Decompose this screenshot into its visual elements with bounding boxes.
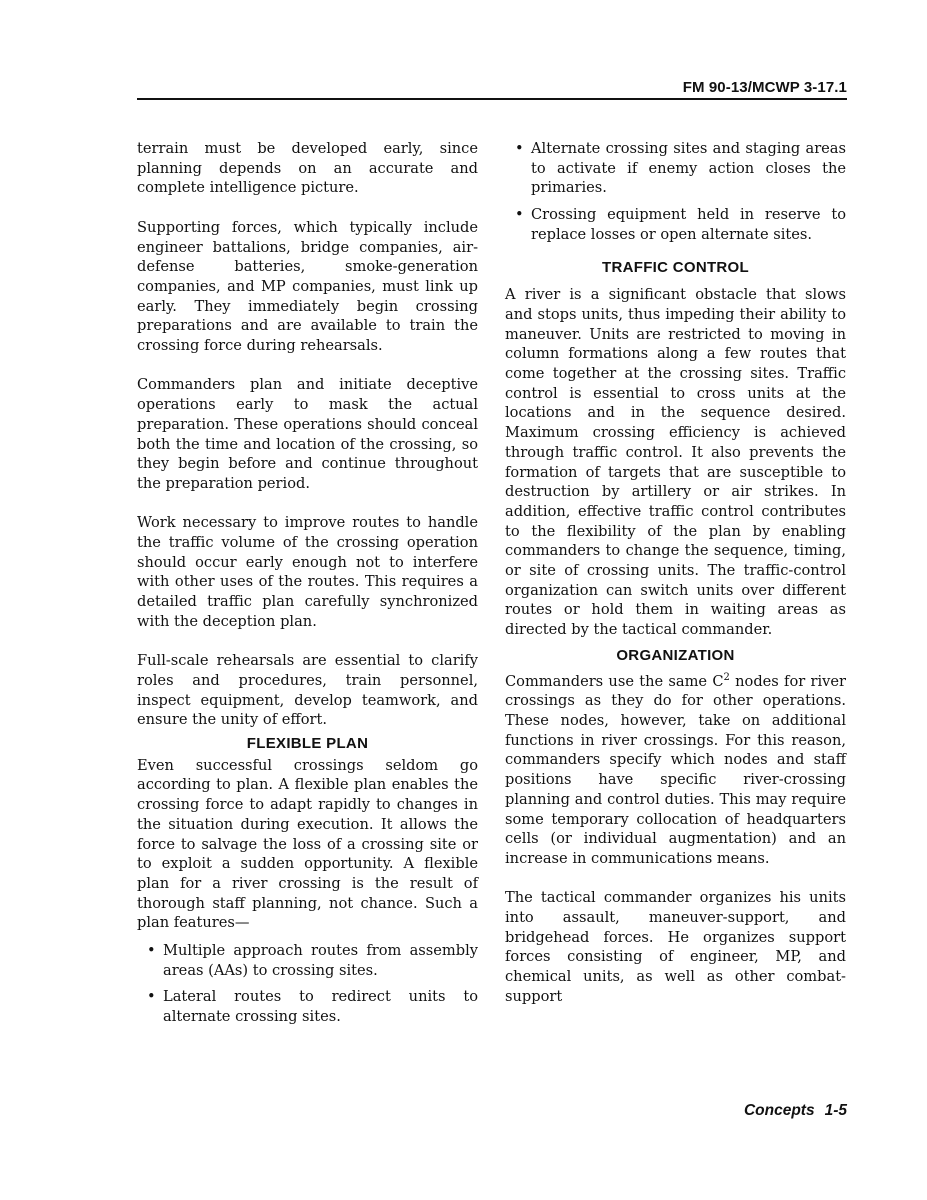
paragraph: Full-scale rehearsals are essential to clarify roles and procedures, train personnel, inspect equipment, develop teamwork, and ensure the unity of effort. <box>137 652 478 729</box>
paragraph: A river is a significant obstacle that slows and stops units, thus impeding their ability to maneuver. Units are restricted to moving in column formations along a few routes that come together at the crossing sites. Traffic control is essential to cross units at the locations and in the sequence desired. Maximum crossing efficiency is achieved through traffic control. It also prevents the formation of targets that are susceptible to destruction by artillery or air strikes. In addition, effective traffic control contributes to the flexibility of the plan by enabling commanders to change the sequence, timing, or site of crossing units. The traffic-control organization can switch units over different routes or hold them in waiting areas as directed by the tactical commander. <box>505 286 846 639</box>
paragraph <box>505 672 846 869</box>
chapter-title: Concepts <box>743 1102 815 1119</box>
paragraph-text: nodes for river crossings as they do for other operations. These nodes, however, take on additional functions in river crossings. For this reason, commanders specify which nodes and staff positions have specific river-crossing planning and control duties. This may require some temporary collocation of headquarters cells (or individual augmentation) and an increase in communications means. <box>505 672 846 867</box>
header-rule <box>137 98 847 100</box>
bullet-list <box>505 139 846 245</box>
bullet-icon: • <box>515 140 524 157</box>
list-item <box>137 987 478 1026</box>
paragraph: Even successful crossings seldom go according to plan. A flexible plan enables the crossing force to adapt rapidly to changes in the situation during execution. It allows the force to salvage the loss of a crossing site or to exploit a sudden opportunity. A flexible plan for a river crossing is the result of thorough staff planning, not chance. Such a plan features— <box>137 756 478 932</box>
bullet-icon: • <box>515 206 524 224</box>
paragraph-text: Commanders use the same C <box>505 672 724 690</box>
section-heading-organization: ORGANIZATION <box>616 646 735 664</box>
bullet-icon: • <box>147 942 156 960</box>
paragraph: The tactical commander organizes his units into assault, maneuver-support, and bridgehead forces. He organizes support forces consisting of engineer, MP, and chemical units, as well as other combat-support <box>505 889 846 1005</box>
list-item-text: Crossing equipment held in reserve to replace losses or open alternate sites. <box>531 206 846 243</box>
list-item <box>137 941 478 980</box>
running-header: FM 90-13/MCWP 3-17.1 <box>682 79 847 96</box>
bullet-icon: • <box>147 988 156 1006</box>
paragraph: Commanders plan and initiate deceptive operations early to mask the actual preparation. These operations should conceal both the time and location of the crossing, so they begin before and continue throughout the preparation period. <box>137 376 478 492</box>
page-footer <box>537 1102 847 1120</box>
list-item <box>505 205 846 244</box>
list-item-text: Alternate crossing sites and staging areas to activate if enemy action closes the primaries. <box>531 140 846 197</box>
section-heading-traffic-control: TRAFFIC CONTROL <box>602 258 749 276</box>
right-column <box>505 139 846 1007</box>
superscript: 2 <box>723 671 730 683</box>
bullet-list <box>137 941 478 1027</box>
list-item-text: Multiple approach routes from assembly areas (AAs) to crossing sites. <box>163 942 478 979</box>
left-column <box>137 139 478 1034</box>
paragraph: Work necessary to improve routes to handle the traffic volume of the crossing operation should occur early enough not to interfere with other uses of the routes. This requires a detailed traffic plan carefully synchronized with the deception plan. <box>137 514 478 630</box>
paragraph: terrain must be developed early, since planning depends on an accurate and complete intelligence picture. <box>137 140 478 197</box>
section-heading-flexible-plan: FLEXIBLE PLAN <box>246 735 369 753</box>
paragraph: Supporting forces, which typically include engineer battalions, bridge companies, air-defense batteries, smoke-generation companies, and MP companies, must link up early. They immediately begin crossing preparations and are available to train the crossing force during rehearsals. <box>137 218 478 355</box>
page-number: 1-5 <box>824 1102 847 1119</box>
list-item <box>505 139 846 198</box>
list-item-text: Lateral routes to redirect units to alternate crossing sites. <box>163 988 478 1026</box>
